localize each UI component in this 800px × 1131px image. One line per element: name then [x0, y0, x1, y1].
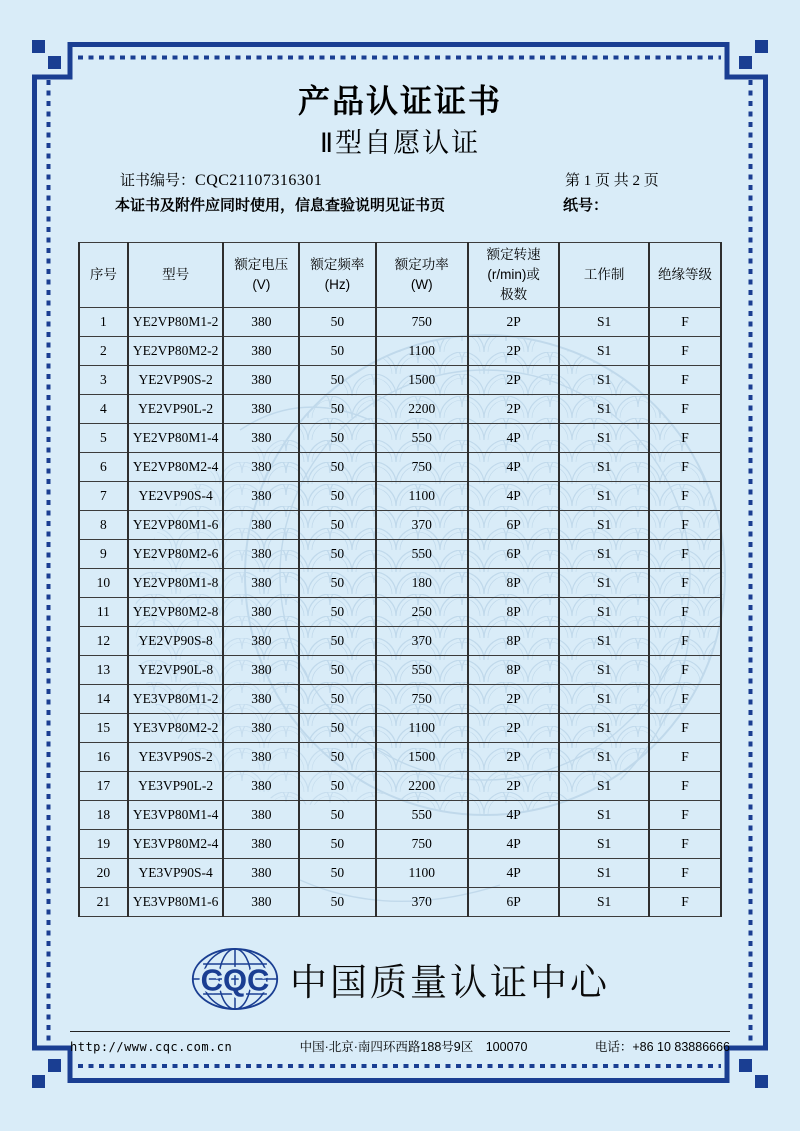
- table-cell: 380: [223, 656, 299, 685]
- table-cell: 180: [376, 569, 468, 598]
- table-cell: F: [649, 656, 721, 685]
- table-cell: YE3VP90S-2: [128, 743, 224, 772]
- page-count: 第 1 页 共 2 页: [565, 173, 659, 189]
- footer: [70, 1037, 730, 1055]
- table-row: [79, 627, 721, 656]
- table-cell: YE2VP90L-2: [128, 395, 224, 424]
- table-cell: 50: [299, 801, 375, 830]
- table-row: [79, 482, 721, 511]
- table-cell: 2P: [468, 714, 559, 743]
- table-cell: 6P: [468, 888, 559, 917]
- table-cell: 370: [376, 888, 468, 917]
- table-cell: 6P: [468, 540, 559, 569]
- table-row: [79, 772, 721, 801]
- table-row: [79, 453, 721, 482]
- table-cell: 15: [79, 714, 128, 743]
- table-row: [79, 859, 721, 888]
- table-cell: 550: [376, 540, 468, 569]
- table-cell: S1: [559, 772, 649, 801]
- table-row: [79, 395, 721, 424]
- table-row: [79, 511, 721, 540]
- table-cell: 10: [79, 569, 128, 598]
- table-cell: F: [649, 395, 721, 424]
- column-header: 额定频率 (Hz): [299, 243, 375, 308]
- table-cell: 8P: [468, 627, 559, 656]
- table-row: [79, 366, 721, 395]
- table-row: [79, 424, 721, 453]
- table-cell: 380: [223, 482, 299, 511]
- table-cell: 50: [299, 772, 375, 801]
- table-cell: 50: [299, 366, 375, 395]
- table-cell: 4P: [468, 801, 559, 830]
- table-cell: 21: [79, 888, 128, 917]
- table-cell: 380: [223, 685, 299, 714]
- table-cell: 4P: [468, 424, 559, 453]
- table-cell: 50: [299, 627, 375, 656]
- table-cell: YE2VP80M1-4: [128, 424, 224, 453]
- table-cell: YE2VP80M1-8: [128, 569, 224, 598]
- table-cell: 2200: [376, 395, 468, 424]
- table-cell: S1: [559, 482, 649, 511]
- table-cell: YE3VP90L-2: [128, 772, 224, 801]
- table-row: [79, 888, 721, 917]
- table-row: [79, 569, 721, 598]
- table-cell: F: [649, 801, 721, 830]
- table-cell: YE3VP80M1-6: [128, 888, 224, 917]
- table-cell: S1: [559, 598, 649, 627]
- table-cell: F: [649, 685, 721, 714]
- table-cell: 16: [79, 743, 128, 772]
- table-cell: 50: [299, 453, 375, 482]
- table-cell: YE3VP80M2-4: [128, 830, 224, 859]
- column-header: 绝缘等级: [649, 243, 721, 308]
- table-cell: S1: [559, 569, 649, 598]
- table-header: [79, 243, 721, 308]
- table-cell: 380: [223, 627, 299, 656]
- table-cell: 50: [299, 685, 375, 714]
- table-row: [79, 337, 721, 366]
- table-cell: 380: [223, 830, 299, 859]
- footer-phone: 电话：+86 10 83886666: [594, 1040, 730, 1054]
- table-cell: 5: [79, 424, 128, 453]
- table-cell: 380: [223, 424, 299, 453]
- table-cell: 13: [79, 656, 128, 685]
- page-title: 产品认证证书: [297, 83, 502, 119]
- table-cell: 370: [376, 511, 468, 540]
- table-cell: 4P: [468, 453, 559, 482]
- column-header: 额定转速 (r/min)或 极数: [468, 243, 559, 308]
- table-cell: 4P: [468, 830, 559, 859]
- org-name: 中国质量认证中心: [290, 962, 610, 1003]
- table-cell: S1: [559, 859, 649, 888]
- table-cell: YE2VP80M2-4: [128, 453, 224, 482]
- table-cell: 4: [79, 395, 128, 424]
- table-cell: 6: [79, 453, 128, 482]
- table-cell: F: [649, 627, 721, 656]
- column-header: 工作制: [559, 243, 649, 308]
- table-cell: 380: [223, 888, 299, 917]
- table-cell: 1100: [376, 859, 468, 888]
- org-brand: [0, 946, 800, 1012]
- table-cell: YE3VP80M2-2: [128, 714, 224, 743]
- table-cell: 8P: [468, 569, 559, 598]
- table-cell: 380: [223, 569, 299, 598]
- table-cell: 370: [376, 627, 468, 656]
- table-cell: 2P: [468, 337, 559, 366]
- table-cell: 50: [299, 743, 375, 772]
- table-row: [79, 685, 721, 714]
- table-cell: F: [649, 453, 721, 482]
- table-row: [79, 308, 721, 337]
- table-cell: 50: [299, 511, 375, 540]
- table-cell: 380: [223, 395, 299, 424]
- table-cell: 8: [79, 511, 128, 540]
- table-cell: S1: [559, 888, 649, 917]
- table-cell: YE2VP80M2-8: [128, 598, 224, 627]
- table-cell: S1: [559, 395, 649, 424]
- table-cell: 750: [376, 685, 468, 714]
- table-cell: 380: [223, 772, 299, 801]
- table-cell: S1: [559, 424, 649, 453]
- table-cell: 550: [376, 424, 468, 453]
- table-row: [79, 598, 721, 627]
- table-cell: S1: [559, 366, 649, 395]
- table-row: [79, 656, 721, 685]
- table-cell: 2P: [468, 685, 559, 714]
- table-cell: 50: [299, 888, 375, 917]
- table-cell: 1100: [376, 482, 468, 511]
- product-table-wrap: [78, 242, 722, 917]
- table-cell: 1: [79, 308, 128, 337]
- table-cell: S1: [559, 714, 649, 743]
- table-cell: 7: [79, 482, 128, 511]
- table-cell: 2P: [468, 743, 559, 772]
- table-cell: S1: [559, 830, 649, 859]
- table-cell: S1: [559, 685, 649, 714]
- table-cell: 50: [299, 598, 375, 627]
- table-cell: F: [649, 888, 721, 917]
- table-cell: 14: [79, 685, 128, 714]
- certificate-number-label: 证书编号：: [120, 173, 196, 189]
- table-cell: YE2VP80M2-2: [128, 337, 224, 366]
- footer-address: 中国·北京·南四环西路188号9区 100070: [299, 1040, 528, 1054]
- table-row: [79, 714, 721, 743]
- table-row: [79, 830, 721, 859]
- table-cell: S1: [559, 337, 649, 366]
- product-table: [78, 242, 722, 917]
- table-cell: S1: [559, 453, 649, 482]
- table-cell: F: [649, 511, 721, 540]
- table-cell: 2P: [468, 366, 559, 395]
- footer-url: http://www.cqc.com.cn: [70, 1040, 233, 1054]
- table-cell: 380: [223, 366, 299, 395]
- cqc-globe-icon: [190, 946, 280, 1012]
- table-cell: 12: [79, 627, 128, 656]
- table-cell: F: [649, 337, 721, 366]
- table-cell: 8P: [468, 598, 559, 627]
- table-cell: F: [649, 598, 721, 627]
- table-cell: 6P: [468, 511, 559, 540]
- table-cell: YE2VP90L-8: [128, 656, 224, 685]
- table-cell: 50: [299, 482, 375, 511]
- table-cell: F: [649, 366, 721, 395]
- table-cell: S1: [559, 540, 649, 569]
- table-cell: 50: [299, 569, 375, 598]
- table-cell: 50: [299, 656, 375, 685]
- table-cell: 380: [223, 598, 299, 627]
- table-cell: 2P: [468, 308, 559, 337]
- table-cell: 4P: [468, 482, 559, 511]
- table-cell: S1: [559, 656, 649, 685]
- table-cell: 380: [223, 801, 299, 830]
- table-cell: 380: [223, 540, 299, 569]
- table-cell: YE2VP80M2-6: [128, 540, 224, 569]
- table-cell: 50: [299, 830, 375, 859]
- table-cell: F: [649, 859, 721, 888]
- table-row: [79, 801, 721, 830]
- table-cell: 750: [376, 453, 468, 482]
- table-cell: 8P: [468, 656, 559, 685]
- certificate-number: CQC21107316301: [195, 172, 323, 189]
- table-cell: 18: [79, 801, 128, 830]
- table-cell: S1: [559, 308, 649, 337]
- table-cell: 50: [299, 337, 375, 366]
- table-cell: S1: [559, 511, 649, 540]
- table-cell: YE2VP90S-8: [128, 627, 224, 656]
- table-cell: 380: [223, 453, 299, 482]
- table-cell: F: [649, 772, 721, 801]
- table-cell: 3: [79, 366, 128, 395]
- table-cell: 19: [79, 830, 128, 859]
- table-cell: 50: [299, 308, 375, 337]
- table-cell: 2: [79, 337, 128, 366]
- table-cell: F: [649, 540, 721, 569]
- table-cell: S1: [559, 627, 649, 656]
- table-row: [79, 743, 721, 772]
- table-cell: 380: [223, 337, 299, 366]
- table-cell: S1: [559, 743, 649, 772]
- table-cell: 9: [79, 540, 128, 569]
- table-cell: 1500: [376, 743, 468, 772]
- table-row: [79, 540, 721, 569]
- table-cell: F: [649, 482, 721, 511]
- table-cell: YE2VP90S-4: [128, 482, 224, 511]
- table-cell: 380: [223, 714, 299, 743]
- table-cell: 50: [299, 714, 375, 743]
- table-body: [79, 308, 721, 917]
- table-cell: 17: [79, 772, 128, 801]
- table-cell: 250: [376, 598, 468, 627]
- table-cell: YE2VP80M1-2: [128, 308, 224, 337]
- table-cell: 1100: [376, 337, 468, 366]
- table-cell: 380: [223, 859, 299, 888]
- table-cell: F: [649, 743, 721, 772]
- column-header: 序号: [79, 243, 128, 308]
- table-cell: 50: [299, 540, 375, 569]
- table-cell: 4P: [468, 859, 559, 888]
- table-cell: 1500: [376, 366, 468, 395]
- paper-number-label: 纸号：: [563, 197, 609, 214]
- column-header: 型号: [128, 243, 224, 308]
- table-cell: 1100: [376, 714, 468, 743]
- footer-divider: [70, 1031, 730, 1032]
- certificate-number-row: [120, 169, 322, 190]
- table-cell: 11: [79, 598, 128, 627]
- table-cell: YE3VP80M1-4: [128, 801, 224, 830]
- table-cell: 2P: [468, 772, 559, 801]
- table-cell: 550: [376, 656, 468, 685]
- table-cell: F: [649, 714, 721, 743]
- table-cell: F: [649, 569, 721, 598]
- table-cell: 50: [299, 424, 375, 453]
- table-cell: 2P: [468, 395, 559, 424]
- table-cell: 380: [223, 308, 299, 337]
- table-cell: F: [649, 830, 721, 859]
- table-cell: 20: [79, 859, 128, 888]
- column-header: 额定功率 (W): [376, 243, 468, 308]
- page-subtitle: Ⅱ型自愿认证: [319, 128, 481, 158]
- table-cell: YE3VP80M1-2: [128, 685, 224, 714]
- table-cell: 50: [299, 859, 375, 888]
- table-cell: 550: [376, 801, 468, 830]
- table-cell: YE2VP80M1-6: [128, 511, 224, 540]
- table-cell: 50: [299, 395, 375, 424]
- table-cell: 750: [376, 830, 468, 859]
- table-cell: 380: [223, 511, 299, 540]
- usage-note: 本证书及附件应同时使用，信息查验说明见证书页: [115, 197, 446, 214]
- table-cell: YE3VP90S-4: [128, 859, 224, 888]
- svg-text:CQC: CQC: [200, 962, 270, 998]
- table-cell: 2200: [376, 772, 468, 801]
- table-cell: S1: [559, 801, 649, 830]
- table-cell: F: [649, 308, 721, 337]
- table-cell: YE2VP90S-2: [128, 366, 224, 395]
- table-cell: 380: [223, 743, 299, 772]
- table-cell: F: [649, 424, 721, 453]
- column-header: 额定电压 (V): [223, 243, 299, 308]
- table-cell: 750: [376, 308, 468, 337]
